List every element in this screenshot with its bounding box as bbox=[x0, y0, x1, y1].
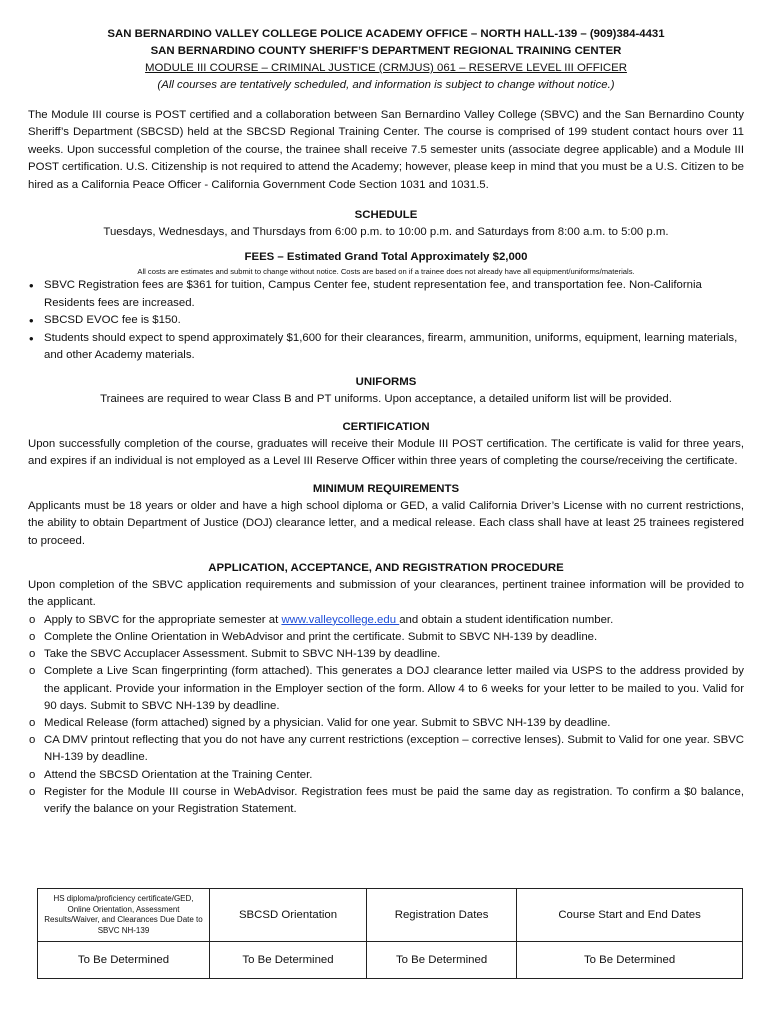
certification-section bbox=[28, 419, 744, 471]
header-line-course: MODULE III COURSE – CRIMINAL JUSTICE (CRMJUS) 061 – RESERVE LEVEL III OFFICER bbox=[145, 62, 627, 74]
fees-item: • SBCSD EVOC fee is $150. bbox=[28, 312, 744, 329]
application-title: APPLICATION, ACCEPTANCE, AND REGISTRATION PROCEDURE bbox=[208, 561, 564, 574]
table-cell: To Be Determined bbox=[210, 942, 367, 979]
table-row bbox=[38, 942, 743, 979]
minimum-requirements-title: MINIMUM REQUIREMENTS bbox=[312, 482, 460, 495]
table-header-cell: Course Start and End Dates bbox=[517, 889, 743, 942]
step-text: Apply to SBVC for the appropriate semester at bbox=[44, 613, 282, 626]
application-step bbox=[28, 612, 744, 629]
application-step: o CA DMV printout reflecting that you do not have any current restrictions (exception – corrective lenses). Submit to Valid for one year. SBVC NH-139 by deadline. bbox=[28, 732, 744, 766]
uniforms-text: Trainees are required to wear Class B and PT uniforms. Upon acceptance, a detailed uniform list will be provided. bbox=[100, 393, 672, 406]
college-website-link[interactable]: www.valleycollege.edu bbox=[281, 613, 400, 626]
application-steps bbox=[28, 612, 744, 818]
schedule-title: SCHEDULE bbox=[354, 209, 418, 222]
table-cell: To Be Determined bbox=[517, 942, 743, 979]
application-step: o Medical Release (form attached) signed by a physician. Valid for one year. Submit to SBVC NH-139 by deadline. bbox=[28, 715, 744, 732]
fees-section bbox=[28, 249, 744, 364]
application-section bbox=[28, 560, 744, 818]
header-line-center: SAN BERNARDINO COUNTY SHERIFF’S DEPARTMENT REGIONAL TRAINING CENTER bbox=[150, 45, 622, 57]
minimum-requirements-section bbox=[28, 481, 744, 550]
certification-title: CERTIFICATION bbox=[342, 420, 430, 433]
fees-item: • Students should expect to spend approximately $1,600 for their clearances, firearm, ammunition, uniforms, equipment, learning materials, and other Academy materials. bbox=[28, 330, 744, 365]
application-step: o Register for the Module III course in WebAdvisor. Registration fees must be paid the same day as registration. To confirm a $0 balance, verify the balance on your Registration Statement. bbox=[28, 784, 744, 818]
schedule-text: Tuesdays, Wednesdays, and Thursdays from 6:00 p.m. to 10:00 p.m. and Saturdays from 8:00 a.m. to 5:00 p.m. bbox=[103, 226, 669, 239]
step-text: and obtain a student identification number. bbox=[399, 613, 614, 626]
fees-note: All costs are estimates and submit to change without notice. Costs are based on if a trainee does not already have all equipment/uniforms/materials. bbox=[137, 267, 635, 277]
schedule-section bbox=[28, 207, 744, 241]
table-cell: To Be Determined bbox=[367, 942, 517, 979]
table-header-cell: Registration Dates bbox=[367, 889, 517, 942]
application-step: o Complete a Live Scan fingerprinting (form attached). This generates a DOJ clearance letter mailed via USPS to the address provided by the applicant. Provide your information in the Employer section of the form. Allow 4 to 6 weeks for your letter to be mailed to you. Valid for 90 days. Submit to SBVC NH-139 by deadline. bbox=[28, 663, 744, 715]
table-header-cell: HS diploma/proficiency certificate/GED, Online Orientation, Assessment Results/Waiver, and Clearances Due Date to SBVC NH-139 bbox=[38, 889, 210, 942]
fees-title: FEES – Estimated Grand Total Approximately $2,000 bbox=[244, 251, 528, 264]
certification-text: Upon successfully completion of the course, graduates will receive their Module III POST certification. The certificate is valid for three years, and expires if an individual is not employed as a Level III Reserve Officer within three years of completing the course/receiving the certificate. bbox=[28, 437, 744, 468]
header-line-notice: (All courses are tentatively scheduled, and information is subject to change without notice.) bbox=[157, 79, 615, 91]
application-step: o Take the SBVC Accuplacer Assessment. Submit to SBVC NH-139 by deadline. bbox=[28, 646, 744, 663]
table-cell: To Be Determined bbox=[38, 942, 210, 979]
application-intro: Upon completion of the SBVC application requirements and submission of your clearances, pertinent trainee information will be provided to the applicant. bbox=[28, 578, 744, 609]
uniforms-section bbox=[28, 374, 744, 408]
table-header-row bbox=[38, 889, 743, 942]
header-line-office: SAN BERNARDINO VALLEY COLLEGE POLICE ACADEMY OFFICE – NORTH HALL-139 – (909)384-4431 bbox=[107, 28, 665, 40]
fees-item: • SBVC Registration fees are $361 for tuition, Campus Center fee, student representation fee, and transportation fee. Non-California Residents fees are increased. bbox=[28, 277, 744, 312]
minimum-requirements-text: Applicants must be 18 years or older and have a high school diploma or GED, a valid California Driver’s License with no current restrictions, the ability to obtain Department of Justice (DOJ) clearance letter, and a medical release. Each class shall have at least 25 trainees registered to proceed. bbox=[28, 499, 744, 547]
document-page bbox=[28, 26, 744, 818]
fees-list bbox=[28, 277, 744, 364]
intro-paragraph: The Module III course is POST certified and a collaboration between San Bernardino Valley College (SBVC) and the San Bernardino County Sheriff’s Department (SBCSD) held at the SBCSD Regional Training Center. The course is comprised of 199 student contact hours over 11 weeks. Upon successful completion of the course, the trainee shall receive 7.5 semester units (associate degree applicable) and a Module III POST certification. U.S. Citizenship is not required to attend the Academy; however, please keep in mind that you must be a U.S. Citizen to be hired as a California Peace Officer - California Government Code Section 1031 and 1031.5. bbox=[28, 109, 744, 191]
table-header-cell: SBCSD Orientation bbox=[210, 889, 367, 942]
application-step: o Attend the SBCSD Orientation at the Training Center. bbox=[28, 767, 744, 784]
dates-table bbox=[37, 888, 743, 979]
uniforms-title: UNIFORMS bbox=[355, 376, 417, 389]
application-step: o Complete the Online Orientation in WebAdvisor and print the certificate. Submit to SBVC NH-139 by deadline. bbox=[28, 629, 744, 646]
